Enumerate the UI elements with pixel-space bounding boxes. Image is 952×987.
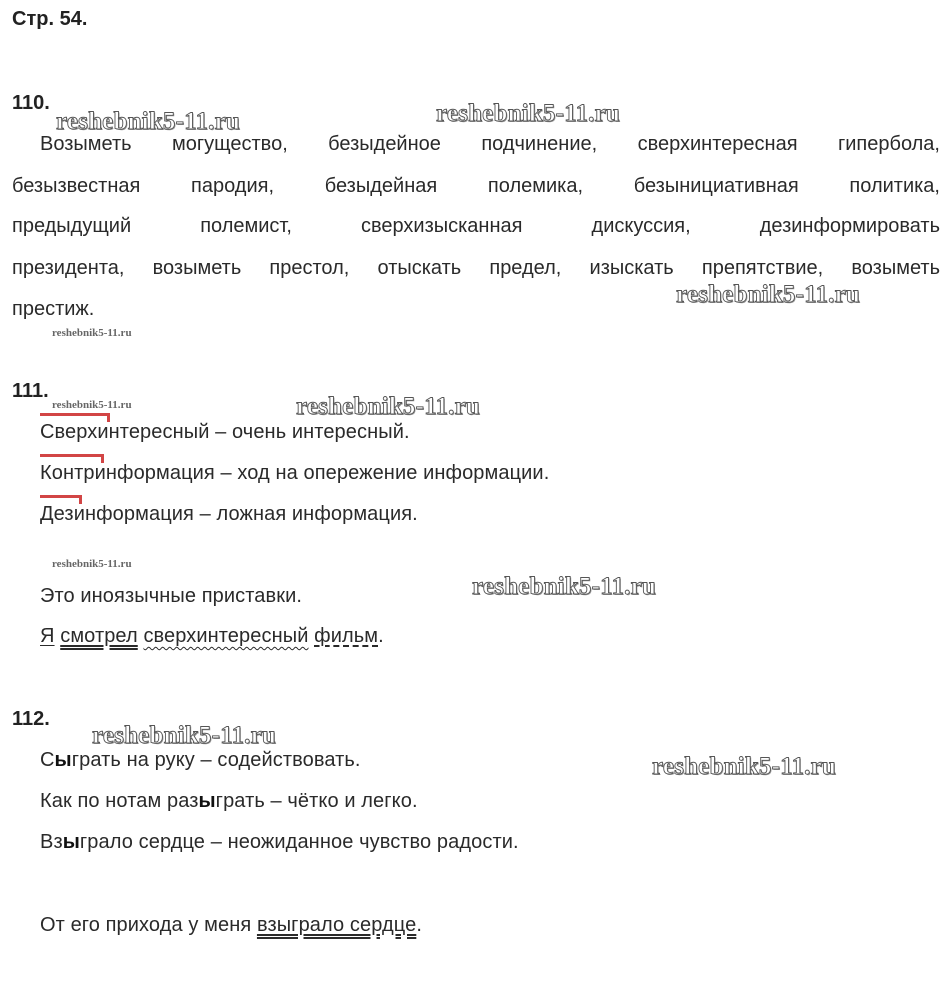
exercise-111-item-2 bbox=[40, 462, 549, 485]
exercise-111-sentence bbox=[40, 625, 384, 648]
watermark: reshebnik5-11.ru bbox=[652, 753, 837, 780]
exercise-112-item-3 bbox=[40, 831, 519, 854]
predicate-phrase: взыграло сердце bbox=[256, 914, 417, 936]
exercise-112-sentence bbox=[40, 914, 422, 937]
predicate-word: смотрел bbox=[60, 625, 138, 647]
object-word: фильм bbox=[314, 625, 379, 647]
subject-word: Я bbox=[40, 625, 55, 647]
exercise-110-line-2: безызвестная пародия, безыдейная полемика, безынициативная политика, bbox=[12, 175, 940, 197]
attribute-word: сверхинтересный bbox=[143, 625, 309, 647]
highlighted-letter: ы bbox=[62, 831, 80, 853]
watermark: reshebnik5-11.ru bbox=[296, 393, 481, 420]
page-title: Стр. 54. bbox=[12, 8, 88, 30]
item-text: грало сердце – неожиданное чувство радости. bbox=[79, 831, 519, 853]
prefix-text: Сверх bbox=[40, 421, 98, 443]
highlighted-letter: ы bbox=[54, 749, 72, 771]
item-text: грать – чётко и легко. bbox=[215, 790, 418, 812]
exercise-110-line-1: Возыметь могущество, безыдейное подчинение, сверхинтересная гипербола, bbox=[40, 133, 940, 155]
sentence-text: От его прихода у меня bbox=[40, 914, 257, 936]
sentence-end: . bbox=[378, 625, 384, 647]
highlighted-letter: ы bbox=[198, 790, 216, 812]
item-text: грать на руку – содействовать. bbox=[71, 749, 361, 771]
exercise-112-item-2 bbox=[40, 790, 418, 813]
item-text: Как по нотам раз bbox=[40, 790, 199, 812]
watermark: reshebnik5-11.ru bbox=[436, 100, 621, 127]
exercise-110-line-4: президента, возыметь престол, отыскать предел, изыскать препятствие, возыметь bbox=[12, 257, 940, 279]
watermark: reshebnik5-11.ru bbox=[472, 573, 657, 600]
watermark: reshebnik5-11.ru bbox=[56, 108, 241, 135]
exercise-112-number: 112. bbox=[12, 708, 50, 730]
exercise-110-line-3: предыдущий полемист, сверхизысканная дискуссия, дезинформировать bbox=[12, 215, 940, 237]
exercise-112-item-1 bbox=[40, 749, 361, 772]
exercise-110-line-5: престиж. bbox=[12, 298, 95, 320]
prefix-text: Контр bbox=[40, 462, 95, 484]
item-text: информация – ложная информация. bbox=[73, 503, 418, 525]
watermark-small: reshebnik5-11.ru bbox=[52, 327, 132, 339]
exercise-111-item-1 bbox=[40, 421, 410, 444]
item-text: информация – ход на опережение информации. bbox=[94, 462, 550, 484]
exercise-110-number: 110. bbox=[12, 92, 50, 114]
watermark: reshebnik5-11.ru bbox=[92, 722, 277, 749]
prefix-text: Дез bbox=[40, 503, 74, 525]
sentence-end: . bbox=[416, 914, 422, 936]
item-text: Вз bbox=[40, 831, 63, 853]
exercise-111-number: 111. bbox=[12, 380, 49, 402]
watermark-small: reshebnik5-11.ru bbox=[52, 399, 132, 411]
exercise-111-item-3 bbox=[40, 503, 418, 526]
watermark-small: reshebnik5-11.ru bbox=[52, 558, 132, 570]
item-text: С bbox=[40, 749, 55, 771]
watermark: reshebnik5-11.ru bbox=[676, 281, 861, 308]
exercise-111-note: Это иноязычные приставки. bbox=[40, 585, 303, 607]
item-text: интересный – очень интересный. bbox=[97, 421, 410, 443]
